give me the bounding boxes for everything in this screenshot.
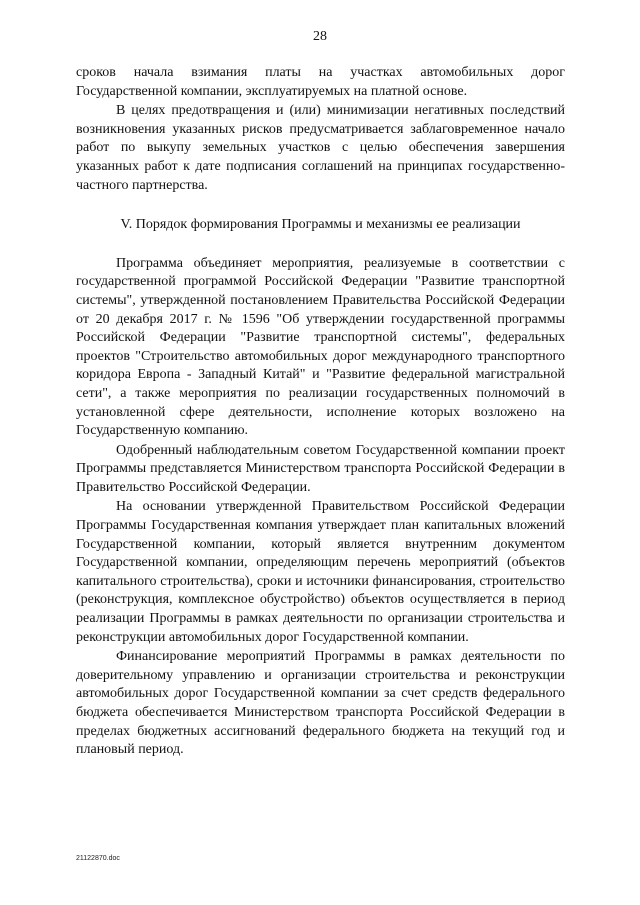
paragraph-financing: Финансирование мероприятий Программы в рамках деятельности по доверительному управлению и организации строительства и реконструкции автомобильных дорог Государственной компании за счет средств федерального бюджета обеспечивается Министерством транспорта Российской Федерации в пределах бюджетных ассигнований федерального бюджета на текущий год и плановый период. [76,649,565,758]
paragraph-program-scope: Программа объединяет мероприятия, реализуемые в соответствии с государственной программой Российской Федерации "Развитие транспортной системы", утвержденной постановлением Правительства Российской Федерации от 20 декабря 2017 г. № 1596 "Об утверждении государственной программы Российской Федерации "Развитие транспортной системы", федеральных проектов "Строительство автомобильных дорог международного транспортного коридора Европа - Западный Китай" и "Развитие федеральной магистральной сети", а также мероприятия по реализации государственных полномочий в установленной сфере деятельности, исполнение которых возложено на Государственную компанию. [76,255,565,439]
section-heading: V. Порядок формирования Программы и механизмы ее реализации [120,217,521,233]
document-body [76,64,565,760]
paragraph-capital-plan: На основании утвержденной Правительством Российской Федерации Программы Государственная компания утверждает план капитальных вложений Государственной компании, который является внутренним документом Государственной компании, определяющим перечень мероприятий (объектов капитального строительства), сроки и источники финансирования, строительство (реконструкция, комплексное обустройство) объектов осуществляется в период реализации Программы в рамках деятельности по организации строительства и реконструкции автомобильных дорог Государственной компании. [76,499,565,645]
paragraph-continuation: сроков начала взимания платы на участках автомобильных дорог Государственной компании, эксплуатируемых на платной основе. [76,65,565,99]
paragraph-risk-mitigation: В целях предотвращения и (или) минимизации негативных последствий возникновения указанных рисков предусматривается заблаговременное начало работ по выкупу земельных участков с целью обеспечения завершения указанных работ к дате подписания соглашений на принципах государственно-частного партнерства. [76,103,565,193]
document-filename: 21122870.doc [76,855,120,862]
paragraph-program-approval: Одобренный наблюдательным советом Государственной компании проект Программы представляется Министерством транспорта Российской Федерации в Правительство Российской Федерации. [76,442,565,495]
page-number: 28 [313,29,327,44]
